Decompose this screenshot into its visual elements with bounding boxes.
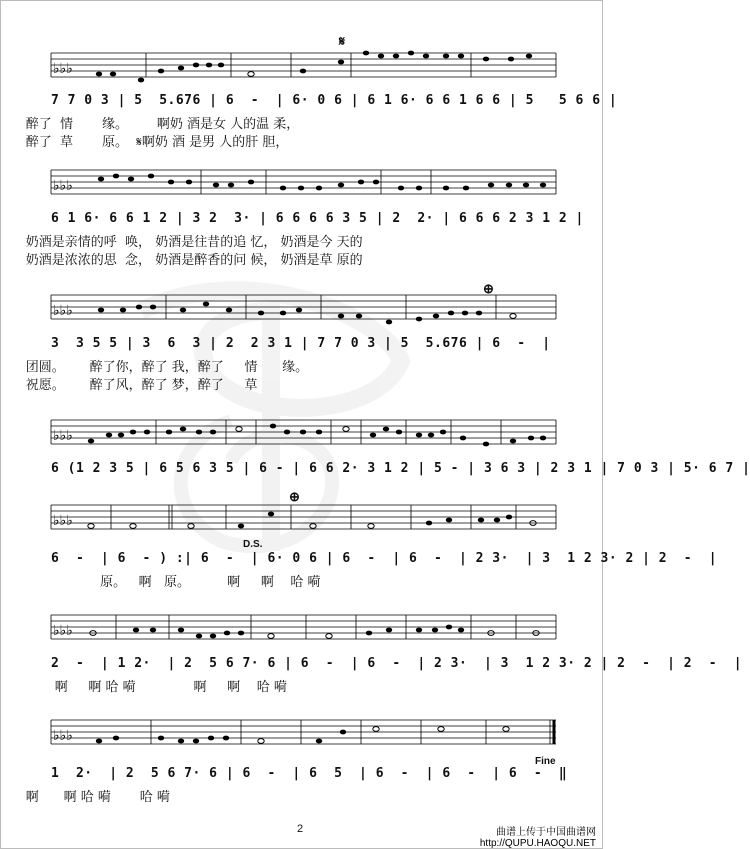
fine-marking: Fine <box>535 756 556 767</box>
staff-2 <box>51 166 556 202</box>
jianpu-line-4: 6 (1 2 3 5 | 6 5 6 3 5 | 6 - | 6 6 2· 3 1 2 | 5 - | 3 6 3 | 2 3 1 | 7 0 3 | 5· 6 7 | <box>1 461 750 476</box>
svg-text:♭♭♭: ♭♭♭ <box>53 623 73 639</box>
staff-5 <box>51 501 556 537</box>
staff-4 <box>51 416 556 452</box>
svg-text:♭♭♭: ♭♭♭ <box>53 728 73 744</box>
lyrics-line-5: 原。 啊 原。 啊 啊 哈 嗬 <box>1 575 321 590</box>
jianpu-line-1: 7 7 0 3 | 5 5.676 | 6 - | 6· 0 6 | 6 1 6· 6 6 1 6 6 | 5 5 6 6 | <box>1 93 618 108</box>
lyrics-verse2-line-3: 祝愿。 醉了风，醉了 梦，醉了 草 <box>1 378 258 393</box>
svg-text:♭♭♭: ♭♭♭ <box>53 61 73 77</box>
coda-icon: ⊕ <box>483 281 494 296</box>
segno-icon: 𝄋 <box>339 33 346 49</box>
lyrics-verse2-line-2: 奶酒是浓浓的思 念， 奶酒是醉香的问 候， 奶酒是草 原的 <box>1 253 363 268</box>
lyrics-line-7: 啊 啊 哈 嗬 哈 嗬 <box>1 790 170 805</box>
jianpu-line-5: 6 - | 6 - ) :| 6 - | 6· 0 6 | 6 - | 6 - | 2 3· | 3 1 2 3· 2 | 2 - | <box>1 551 718 566</box>
svg-text:♭♭♭: ♭♭♭ <box>53 303 73 319</box>
svg-text:♭♭♭: ♭♭♭ <box>53 513 73 529</box>
svg-text:♭♭♭: ♭♭♭ <box>53 428 73 444</box>
jianpu-line-7: 1 2· | 2 5 6 7· 6 | 6 - | 6 5 | 6 - | 6 - | 6 - ‖ <box>1 766 568 781</box>
coda-icon: ⊕ <box>289 489 300 504</box>
jianpu-line-2: 6 1 6· 6 6 1 2 | 3 2 3· | 6 6 6 6 3 5 | 2 2· | 6 6 6 2 3 1 2 | <box>1 211 584 226</box>
lyrics-verse1-line-3: 团圆。 醉了你，醉了 我，醉了 情 缘。 <box>1 360 309 375</box>
lyrics-verse1-line-1: 醉了 情 缘。 啊奶 酒是女 人的温 柔， <box>1 117 300 132</box>
staff-3 <box>51 291 556 327</box>
jianpu-line-3: 3 3 5 5 | 3 6 3 | 2 2 3 1 | 7 7 0 3 | 5 5.676 | 6 - | <box>1 336 551 351</box>
staff-1 <box>51 49 556 85</box>
svg-text:♭♭♭: ♭♭♭ <box>53 178 73 194</box>
ds-marking: D.S. <box>243 539 263 550</box>
page-number: 2 <box>297 823 304 835</box>
footer-site-name: 曲谱上传于中国曲谱网 <box>496 827 596 838</box>
source-footer <box>480 827 596 849</box>
footer-url: http://QUPU.HAOQU.NET <box>479 838 596 849</box>
lyrics-verse2-line-1: 醉了 草 原。 𝄋啊奶 酒 是男 人的肝 胆， <box>1 135 289 150</box>
staff-7 <box>51 716 556 752</box>
jianpu-line-6: 2 - | 1 2· | 2 5 6 7· 6 | 6 - | 6 - | 2 3· | 3 1 2 3· 2 | 2 - | 2 - | <box>1 656 743 671</box>
lyrics-verse1-line-2: 奶酒是亲情的呼 唤， 奶酒是往昔的追 忆， 奶酒是今 天的 <box>1 235 363 250</box>
staff-6 <box>51 611 556 647</box>
lyrics-line-6: 啊 啊 哈 嗬 啊 啊 哈 嗬 <box>1 680 287 695</box>
